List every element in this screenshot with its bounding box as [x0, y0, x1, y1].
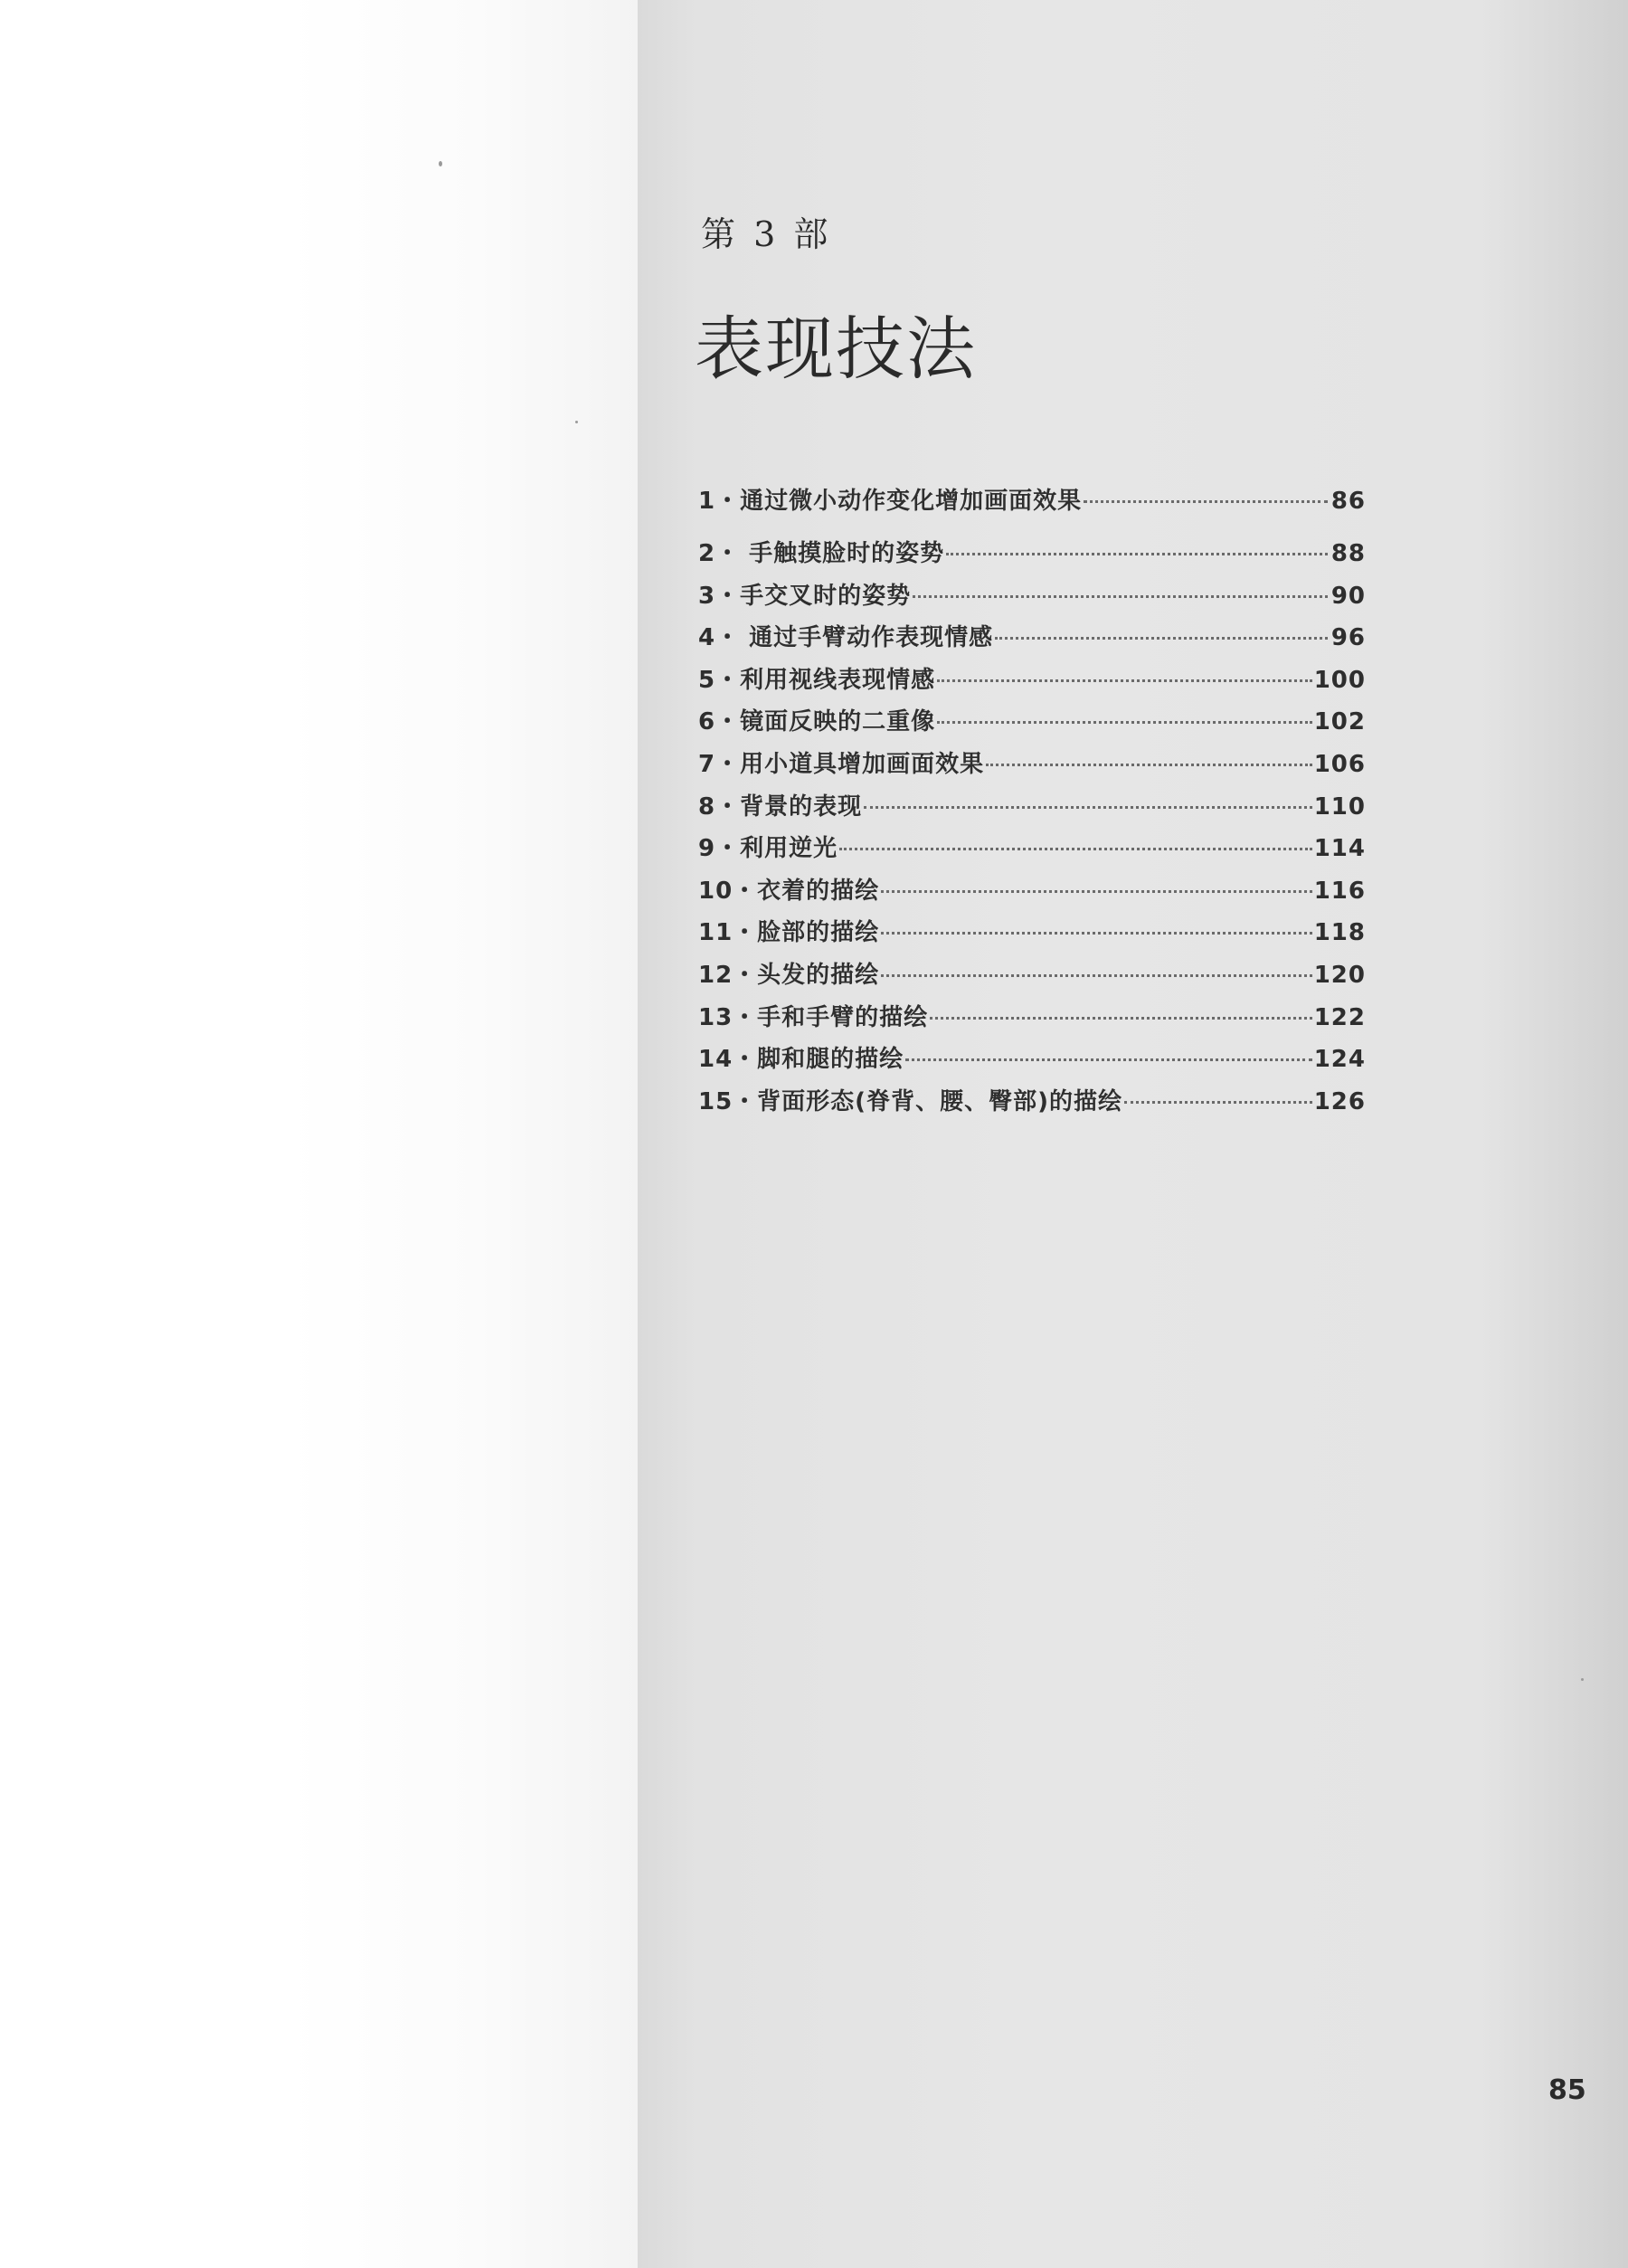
toc-entry-title: 6・镜面反映的二重像 — [698, 708, 936, 736]
toc-entry-page: 114 — [1313, 835, 1366, 863]
toc-entry-title: 11・脸部的描绘 — [698, 919, 880, 947]
toc-dot-leader — [905, 1058, 1312, 1061]
toc-dot-leader — [937, 679, 1312, 682]
toc-entry[interactable] — [698, 577, 1366, 620]
toc-entry-title: 10・衣着的描绘 — [698, 877, 880, 905]
toc-dot-leader — [930, 1017, 1312, 1020]
toc-entry-title: 9・利用逆光 — [698, 835, 838, 863]
toc-entry-title: 14・脚和腿的描绘 — [698, 1046, 904, 1074]
toc-entry-page: 118 — [1313, 919, 1366, 947]
toc-entry[interactable] — [698, 619, 1366, 661]
toc-entry-title: 3・手交叉时的姿势 — [698, 582, 912, 610]
toc-entry[interactable] — [698, 745, 1366, 788]
toc-entry[interactable] — [698, 872, 1366, 915]
toc-dot-leader — [1084, 500, 1328, 503]
toc-entry-page: 86 — [1330, 488, 1366, 515]
toc-entry-title: 15・背面形态(脊背、腰、臀部)的描绘 — [698, 1087, 1122, 1115]
table-of-contents — [698, 482, 1366, 1125]
toc-entry[interactable] — [698, 1040, 1366, 1083]
toc-entry-title: 1・通过微小动作变化增加画面效果 — [698, 488, 1083, 515]
toc-dot-leader — [937, 721, 1312, 724]
toc-entry[interactable] — [698, 999, 1366, 1041]
toc-dot-leader — [946, 553, 1328, 555]
toc-entry[interactable] — [698, 535, 1366, 577]
toc-dot-leader — [864, 806, 1312, 809]
toc-dot-leader — [881, 890, 1312, 893]
toc-entry[interactable] — [698, 830, 1366, 872]
toc-entry-title: 13・手和手臂的描绘 — [698, 1003, 929, 1031]
toc-entry-title: 2・ 手触摸脸时的姿势 — [698, 540, 945, 567]
scan-speck — [1581, 1678, 1584, 1681]
toc-dot-leader — [913, 595, 1328, 598]
toc-entry-page: 126 — [1313, 1087, 1366, 1115]
toc-entry[interactable] — [698, 661, 1366, 704]
toc-entry-page: 120 — [1313, 961, 1366, 989]
toc-dot-leader — [986, 764, 1312, 766]
toc-entry-page: 122 — [1313, 1003, 1366, 1031]
toc-dot-leader — [995, 637, 1328, 640]
toc-entry[interactable] — [698, 914, 1366, 956]
toc-dot-leader — [839, 848, 1312, 850]
toc-entry-page: 102 — [1313, 708, 1366, 736]
toc-entry-page: 124 — [1313, 1046, 1366, 1074]
toc-entry-page: 88 — [1330, 540, 1366, 567]
toc-entry-page: 96 — [1330, 624, 1366, 652]
toc-entry-page: 110 — [1313, 792, 1366, 821]
toc-entry-title: 7・用小道具增加画面效果 — [698, 750, 985, 778]
toc-entry-title: 5・利用视线表现情感 — [698, 666, 936, 694]
toc-entry-title: 12・头发的描绘 — [698, 961, 880, 989]
part-label: 第 3 部 — [701, 214, 832, 254]
toc-dot-leader — [1124, 1101, 1312, 1104]
toc-entry-page: 90 — [1330, 582, 1366, 610]
toc-entry[interactable] — [698, 703, 1366, 745]
toc-entry[interactable] — [698, 956, 1366, 999]
part-title: 表现技法 — [695, 308, 977, 389]
toc-dot-leader — [881, 932, 1312, 935]
toc-dot-leader — [881, 974, 1312, 977]
toc-entry[interactable] — [698, 788, 1366, 830]
page-number: 85 — [1548, 2074, 1586, 2106]
toc-entry-page: 106 — [1313, 750, 1366, 778]
toc-entry[interactable] — [698, 1083, 1366, 1125]
scan-speck — [439, 161, 442, 166]
toc-entry-page: 100 — [1313, 666, 1366, 694]
scan-speck — [575, 421, 578, 423]
toc-entry-page: 116 — [1313, 877, 1366, 905]
toc-entry-title: 4・ 通过手臂动作表现情感 — [698, 624, 994, 652]
left-blank-margin — [0, 0, 638, 2268]
toc-entry[interactable] — [698, 482, 1366, 535]
toc-entry-title: 8・背景的表现 — [698, 792, 863, 821]
